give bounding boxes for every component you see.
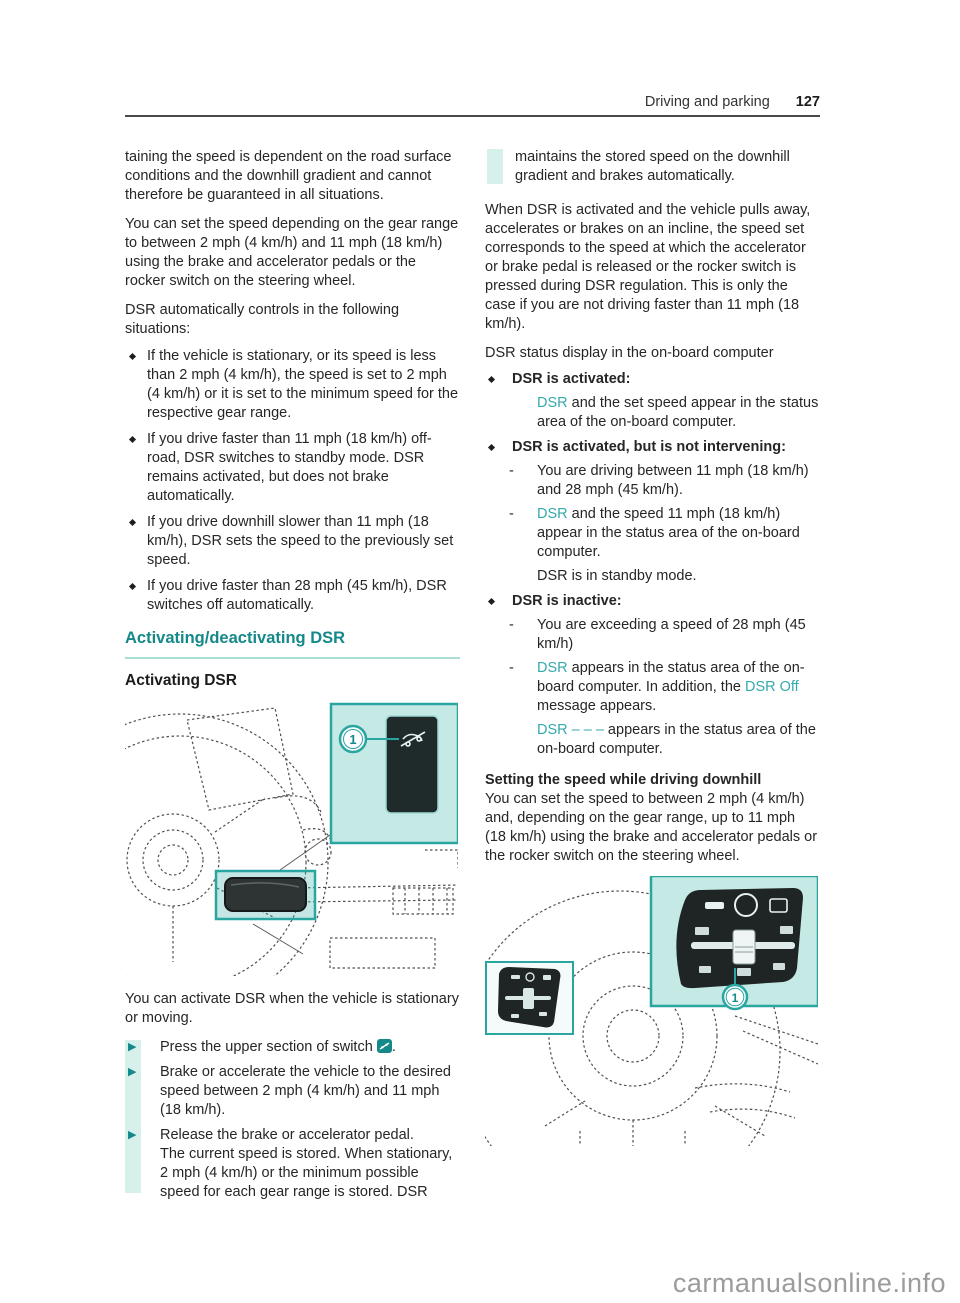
dsr-switch-button <box>386 716 438 813</box>
step-item <box>160 1126 460 1145</box>
status-item <box>485 462 820 500</box>
paragraph: DSR automatically controls in the following situations: <box>125 302 400 337</box>
diamond-bullet-icon <box>129 519 136 526</box>
callout-1 <box>723 985 747 1009</box>
page-number: 127 <box>795 94 820 110</box>
instruction-steps <box>125 1038 460 1202</box>
paragraph: You can activate DSR when the vehicle is stationary or moving. <box>125 991 459 1026</box>
dsr-indicator-text: DSR – – – <box>537 722 604 738</box>
steering-wheel-line-art <box>485 876 818 1146</box>
status-item <box>485 659 820 716</box>
diamond-bullet-icon <box>488 444 495 451</box>
status-item <box>485 567 820 586</box>
page-header <box>125 94 820 117</box>
sub-heading: Activating DSR <box>125 672 237 689</box>
status-item <box>485 721 820 759</box>
figure-steering-wheel-rocker <box>485 876 818 1146</box>
dsr-indicator-text: DSR <box>537 395 568 411</box>
svg-text:1: 1 <box>349 732 357 747</box>
watermark: carmanualsonline.info <box>672 1268 946 1298</box>
paragraph: You can set the speed depending on the gear range to between 2 mph (4 km/h) and 11 mph (18 km/h) using the brake and accelerator pedals or the rocker switch on the steering wheel. <box>125 216 459 289</box>
step-result: The current speed is stored. When stationary, 2 mph (4 km/h) or the minimum possible speed for each gear range is stored. DSR <box>160 1146 453 1200</box>
list-item <box>125 347 460 423</box>
status-item-text: and the set speed appear in the status area of the on-board computer. <box>537 395 819 430</box>
step-text: Brake or accelerate the vehicle to the desired speed between 2 mph (4 km/h) and 11 mph (18 km/h). <box>160 1064 451 1118</box>
status-item-text: appears in the status area of the on-board computer. In addition, the <box>537 660 805 695</box>
list-item-text: If you drive faster than 28 mph (45 km/h), DSR switches off automatically. <box>147 578 447 613</box>
chapter-title: Driving and parking <box>644 94 770 110</box>
status-item-text: You are exceeding a speed of 28 mph (45 km/h) <box>537 617 806 652</box>
dsr-off-indicator-text: DSR Off <box>744 679 799 695</box>
sub-heading: Setting the speed while driving downhill <box>485 772 762 788</box>
diamond-bullet-icon <box>488 376 495 383</box>
dsr-indicator-text: DSR <box>537 660 568 676</box>
step-item <box>160 1038 460 1057</box>
paragraph: taining the speed is dependent on the road surface conditions and the downhill gradient and cannot therefore be guaranteed in all situations. <box>125 149 452 203</box>
left-column <box>125 148 460 1208</box>
list-item <box>125 430 460 506</box>
diamond-bullet-icon <box>488 598 495 605</box>
continuation-text: maintains the stored speed on the downhill gradient and brakes automatically. <box>515 149 790 184</box>
dsr-indicator-text: DSR <box>537 506 568 522</box>
status-item-text: message appears. <box>537 698 657 714</box>
mint-stripe <box>487 149 503 184</box>
figure-dsr-switch <box>125 702 458 976</box>
status-item <box>485 505 820 562</box>
status-item <box>485 394 820 432</box>
step-item <box>160 1063 460 1120</box>
status-item-text: and the speed 11 mph (18 km/h) appear in the status area of the on-board computer. <box>537 506 800 560</box>
list-item <box>125 577 460 615</box>
dashboard-line-art <box>125 702 458 976</box>
section-heading: Activating/deactivating DSR <box>125 629 460 659</box>
paragraph: When DSR is activated and the vehicle pulls away, accelerates or brakes on an incline, the speed set corresponds to the speed at which the accelerator or brake pedal is released or the rocker switch is pressed during DSR regulation. This is only the case if you are not driving faster than 11 mph (18 km/h). <box>485 202 811 332</box>
status-title-text: DSR is activated, but is not intervening: <box>512 439 786 455</box>
list-item-text: If you drive downhill slower than 11 mph (18 km/h), DSR sets the speed to the previously set speed. <box>147 514 454 568</box>
step-text: Press the upper section of switch <box>160 1039 373 1055</box>
list-item-text: If you drive faster than 11 mph (18 km/h) off-road, DSR switches to standby mode. DSR remains activated, but does not brake automatically. <box>147 431 432 504</box>
status-group-title <box>485 592 820 611</box>
step-text: Release the brake or accelerator pedal. <box>160 1127 414 1143</box>
diamond-bullet-icon <box>129 436 136 443</box>
paragraph: You can set the speed to between 2 mph (4 km/h) and, depending on the gear range, up to 11 mph (18 km/h) using the brake and accelerator pedals or the rocker switch on the steering wheel. <box>485 791 818 864</box>
status-title-text: DSR is activated: <box>512 371 631 387</box>
diamond-bullet-icon <box>129 353 136 360</box>
svg-text:1: 1 <box>731 991 739 1005</box>
list-item <box>125 513 460 570</box>
right-column <box>485 148 820 1160</box>
diamond-bullet-icon <box>129 583 136 590</box>
list-item-text: If the vehicle is stationary, or its speed is less than 2 mph (4 km/h), the speed is set to 2 mph (4 km/h) or it is set to the minimum speed for the respective gear range. <box>147 348 459 421</box>
status-item-text: DSR is in standby mode. <box>537 568 697 584</box>
status-item-text: appears in the status area of the on-board computer. <box>537 722 816 757</box>
status-item-text: You are driving between 11 mph (18 km/h) and 28 mph (45 km/h). <box>537 463 809 498</box>
status-title-text: DSR is inactive: <box>512 593 622 609</box>
status-group-title <box>485 438 820 457</box>
step-text: . <box>391 1039 396 1055</box>
status-item <box>485 616 820 654</box>
paragraph: DSR status display in the on-board computer <box>485 345 774 361</box>
continuation-block <box>485 148 820 186</box>
dsr-switch-icon <box>377 1039 392 1053</box>
callout-1 <box>340 726 366 752</box>
status-group-title <box>485 370 820 389</box>
